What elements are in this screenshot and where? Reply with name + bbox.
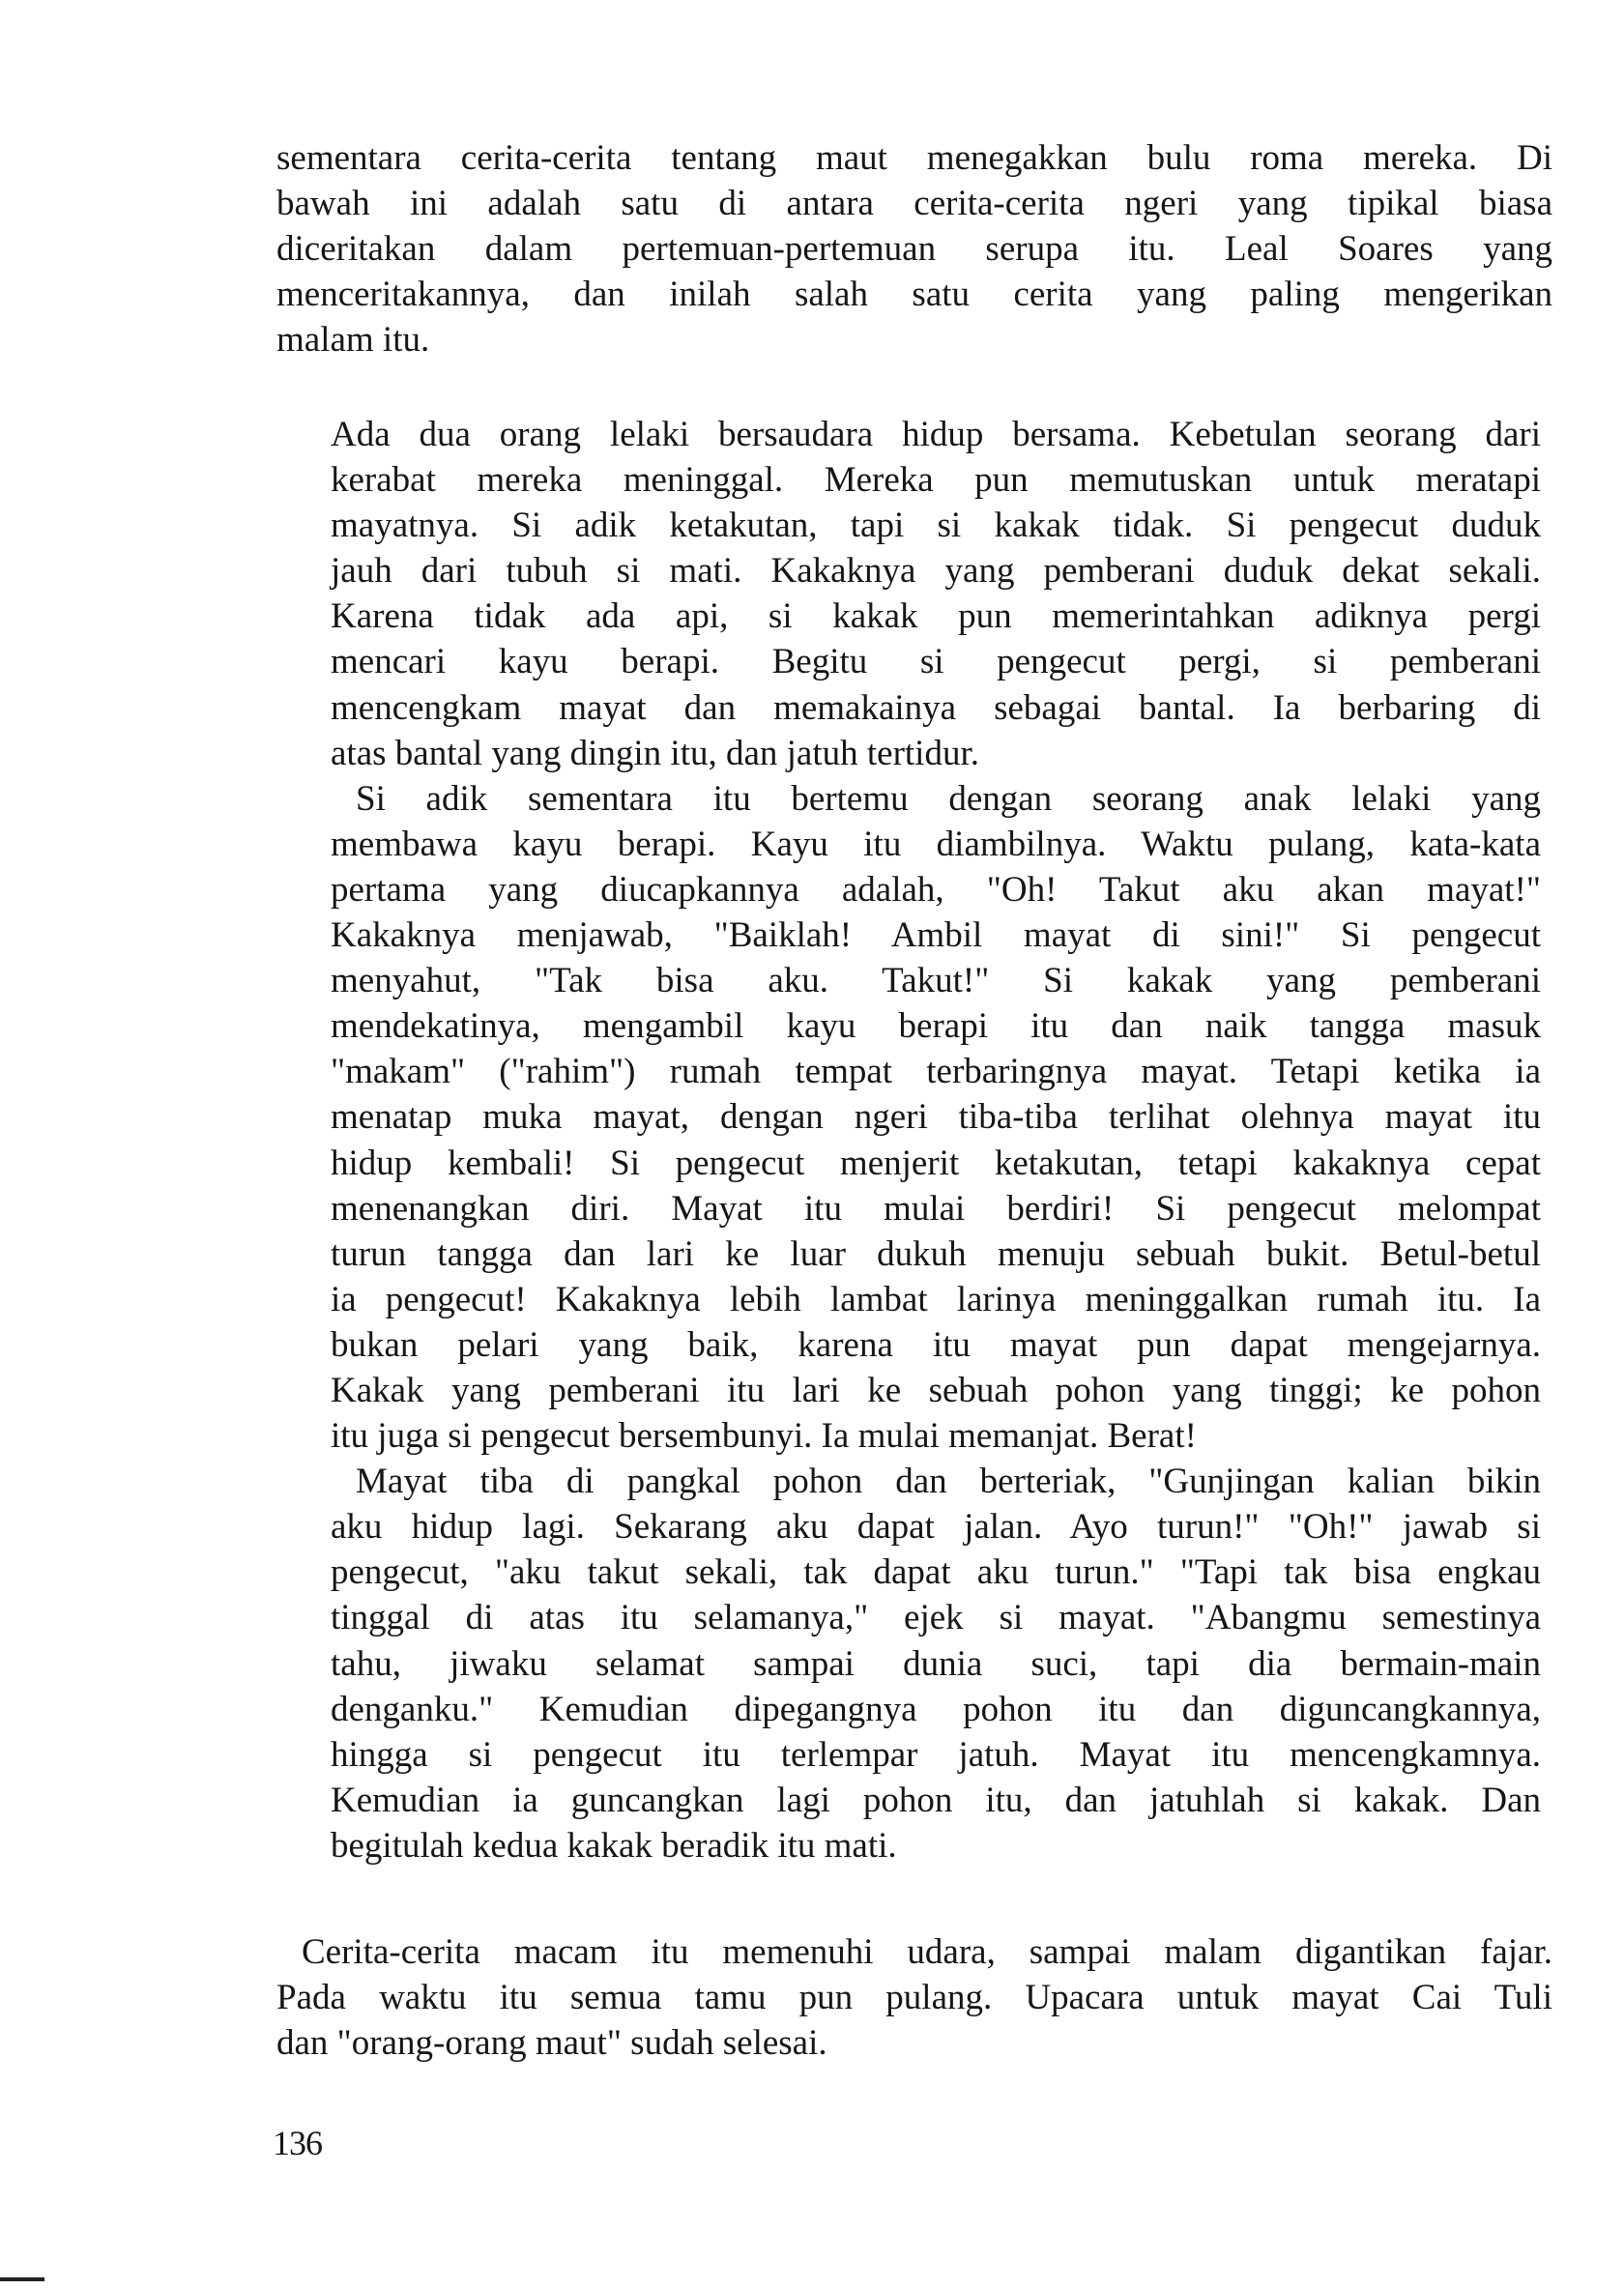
text-line: mendekatinya, mengambil kayu berapi itu dan naik tangga masuk — [331, 1006, 1541, 1047]
story-paragraph-1 — [331, 412, 1541, 776]
text-line: Pada waktu itu semua tamu pun pulang. Upacara untuk mayat Cai Tuli — [276, 1978, 1552, 2018]
text-line: begitulah kedua kakak beradik itu mati. — [331, 1825, 897, 1866]
text-line: pengecut, "aku takut sekali, tak dapat aku turun." "Tapi tak bisa engkau — [331, 1552, 1541, 1593]
text-line: itu juga si pengecut bersembunyi. Ia mulai memanjat. Berat! — [331, 1416, 1197, 1457]
text-line: Kemudian ia guncangkan lagi pohon itu, dan jatuhlah si kakak. Dan — [331, 1780, 1541, 1820]
text-line: turun tangga dan lari ke luar dukuh menuju sebuah bukit. Betul-betul — [331, 1233, 1541, 1274]
text-line: Cerita-cerita macam itu memenuhi udara, sampai malam digantikan fajar. — [302, 1932, 1552, 1972]
text-line: menatap muka mayat, dengan ngeri tiba-tiba terlihat olehnya mayat itu — [331, 1097, 1541, 1138]
text-line: Ada dua orang lelaki bersaudara hidup bersama. Kebetulan seorang dari — [331, 415, 1541, 454]
text-line: diceritakan dalam pertemuan-pertemuan serupa itu. Leal Soares yang — [276, 229, 1552, 270]
text-line: denganku." Kemudian dipegangnya pohon itu dan diguncangkannya, — [331, 1689, 1541, 1729]
text-line: bukan pelari yang baik, karena itu mayat pun dapat mengejarnya. — [331, 1324, 1541, 1365]
text-line: atas bantal yang dingin itu, dan jatuh tertidur. — [331, 733, 979, 773]
text-line: Karena tidak ada api, si kakak pun memerintahkan adiknya pergi — [331, 596, 1541, 637]
text-line: tahu, jiwaku selamat sampai dunia suci, tapi dia bermain-main — [331, 1643, 1541, 1684]
text-line: bawah ini adalah satu di antara cerita-cerita ngeri yang tipikal biasa — [276, 184, 1552, 224]
story-paragraph-3 — [331, 1459, 1541, 1869]
closing-paragraph — [276, 1929, 1552, 2066]
scan-edge-mark — [0, 2277, 44, 2281]
intro-paragraph — [276, 135, 1552, 362]
text-line: hingga si pengecut itu terlempar jatuh. Mayat itu mencengkamnya. — [331, 1734, 1541, 1775]
text-line: kerabat mereka meninggal. Mereka pun memutuskan untuk meratapi — [331, 460, 1541, 501]
text-line: Mayat tiba di pangkal pohon dan berteriak, "Gunjingan kalian bikin — [356, 1462, 1541, 1502]
text-line: tinggal di atas itu selamanya," ejek si mayat. "Abangmu semestinya — [331, 1598, 1541, 1638]
text-line: Kakak yang pemberani itu lari ke sebuah pohon yang tinggi; ke pohon — [331, 1370, 1541, 1410]
text-line: hidup kembali! Si pengecut menjerit ketakutan, tetapi kakaknya cepat — [331, 1143, 1541, 1183]
text-line: dan "orang-orang maut" sudah selesai. — [276, 2023, 827, 2064]
text-line: sementara cerita-cerita tentang maut menegakkan bulu roma mereka. Di — [276, 138, 1552, 178]
text-line: mencengkam mayat dan memakainya sebagai bantal. Ia berbaring di — [331, 687, 1541, 728]
text-line: menyahut, "Tak bisa aku. Takut!" Si kakak yang pemberani — [331, 961, 1541, 1001]
text-line: ia pengecut! Kakaknya lebih lambat larinya meninggalkan rumah itu. Ia — [331, 1279, 1541, 1319]
text-line: aku hidup lagi. Sekarang aku dapat jalan. Ayo turun!" "Oh!" jawab si — [331, 1507, 1541, 1548]
text-line: "makam" ("rahim") rumah tempat terbaringnya mayat. Tetapi ketika ia — [331, 1052, 1541, 1092]
story-quote — [331, 412, 1541, 1869]
text-line: membawa kayu berapi. Kayu itu diambilnya. Waktu pulang, kata-kata — [331, 824, 1541, 864]
text-line: menenangkan diri. Mayat itu mulai berdiri! Si pengecut melompat — [331, 1188, 1541, 1229]
text-line: pertama yang diucapkannya adalah, "Oh! Takut aku akan mayat!" — [331, 869, 1541, 910]
text-line: Si adik sementara itu bertemu dengan seorang anak lelaki yang — [356, 778, 1541, 819]
story-paragraph-2 — [331, 776, 1541, 1459]
text-line: malam itu. — [276, 320, 430, 361]
text-line: jauh dari tubuh si mati. Kakaknya yang pemberani duduk dekat sekali. — [331, 551, 1541, 592]
text-line: mencari kayu berapi. Begitu si pengecut pergi, si pemberani — [331, 642, 1541, 682]
page-number: 136 — [273, 2124, 322, 2162]
text-line: mayatnya. Si adik ketakutan, tapi si kakak tidak. Si pengecut duduk — [331, 506, 1541, 546]
text-line: Kakaknya menjawab, "Baiklah! Ambil mayat di sini!" Si pengecut — [331, 915, 1541, 956]
text-line: menceritakannya, dan inilah salah satu cerita yang paling mengerikan — [276, 275, 1552, 315]
